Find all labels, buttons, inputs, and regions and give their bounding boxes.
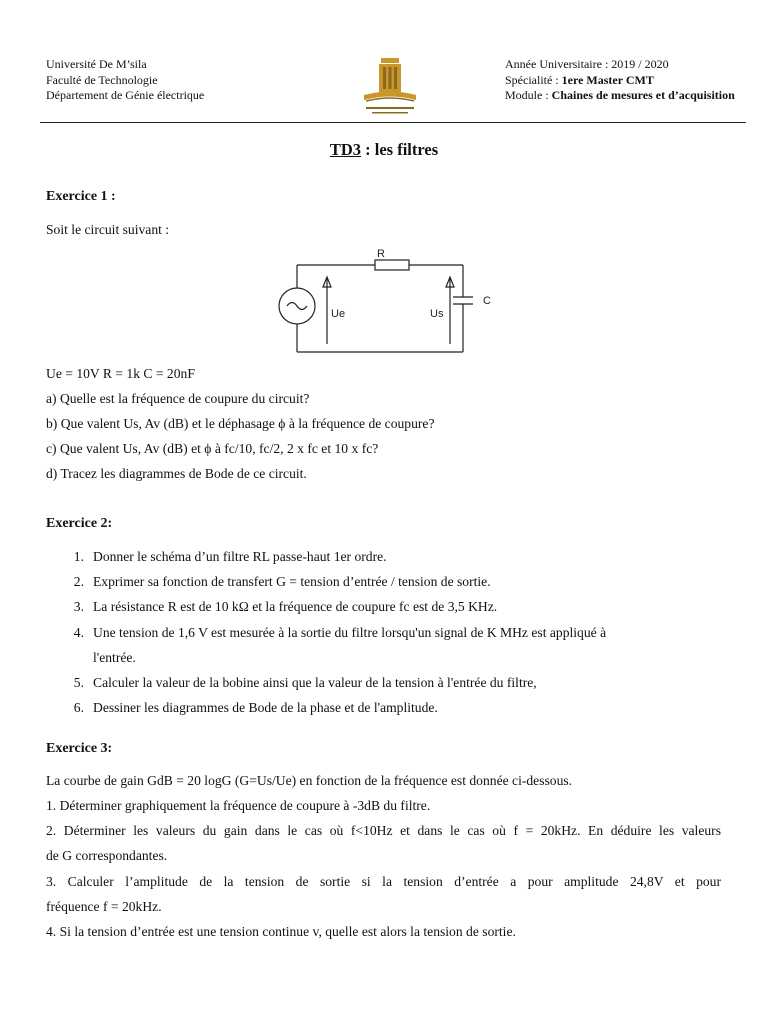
exercise-1-intro: Soit le circuit suivant :	[46, 222, 170, 237]
output-voltage-label: Us	[430, 308, 444, 320]
faculty-name: Faculté de Technologie	[46, 72, 158, 87]
exercise-3-question-3: 3. Calculer l’amplitude de la tension de sortie si la tension d’entrée a pour amplitude 24,8V et pour	[46, 874, 721, 889]
exercise-3-heading: Exercice 3:	[46, 741, 113, 756]
resistor-label: R	[377, 248, 385, 260]
university-name: Université De M’sila	[46, 57, 147, 71]
rc-circuit-diagram	[270, 244, 500, 360]
page-title: TD3 : les filtres	[329, 140, 439, 159]
module: Module : Chaines de mesures et d’acquisition	[505, 88, 735, 102]
header-course-info	[505, 57, 735, 104]
exercise-3-question-4: 4. Si la tension d’entrée est une tension continue v, quelle est alors la tension de sortie.	[46, 924, 516, 939]
exercise-1-question-d: d) Tracez les diagrammes de Bode de ce circuit.	[46, 466, 307, 481]
exercise-3-question-2-cont: de G correspondantes.	[46, 848, 168, 863]
exercise-3-question-3-cont: fréquence f = 20kHz.	[46, 899, 162, 914]
capacitor-label: C	[483, 295, 491, 307]
exercise-3-question-2: 2. Déterminer les valeurs du gain dans le cas où f<10Hz et dans le cas où f = 20kHz. En déduire les valeurs	[46, 823, 721, 838]
header-divider	[40, 122, 746, 123]
exercise-2-heading: Exercice 2:	[46, 516, 113, 531]
department-name: Département de Génie électrique	[46, 88, 205, 102]
exercise-1-question-a: a) Quelle est la fréquence de coupure du circuit?	[46, 391, 310, 406]
exercise-3-question-1: 1. Déterminer graphiquement la fréquence de coupure à -3dB du filtre.	[46, 798, 431, 813]
university-logo-icon	[356, 55, 424, 119]
exercise-3-intro: La courbe de gain GdB = 20 logG (G=Us/Ue) en fonction de la fréquence est donnée ci-dessous.	[46, 773, 573, 788]
exercise-1-heading: Exercice 1 :	[46, 189, 116, 204]
specialty: Spécialité : 1ere Master CMT	[505, 72, 654, 87]
input-voltage-label: Ue	[331, 308, 346, 320]
exercise-1-values: Ue = 10V R = 1k C = 20nF	[46, 366, 195, 381]
header-institution	[46, 57, 204, 104]
exercise-1-question-b: b) Que valent Us, Av (dB) et le déphasage ϕ à la fréquence de coupure?	[46, 416, 435, 431]
exercise-1-question-c: c) Que valent Us, Av (dB) et ϕ à fc/10, fc/2, 2 x fc et 10 x fc?	[46, 441, 379, 456]
academic-year: Année Universitaire : 2019 / 2020	[505, 57, 669, 71]
